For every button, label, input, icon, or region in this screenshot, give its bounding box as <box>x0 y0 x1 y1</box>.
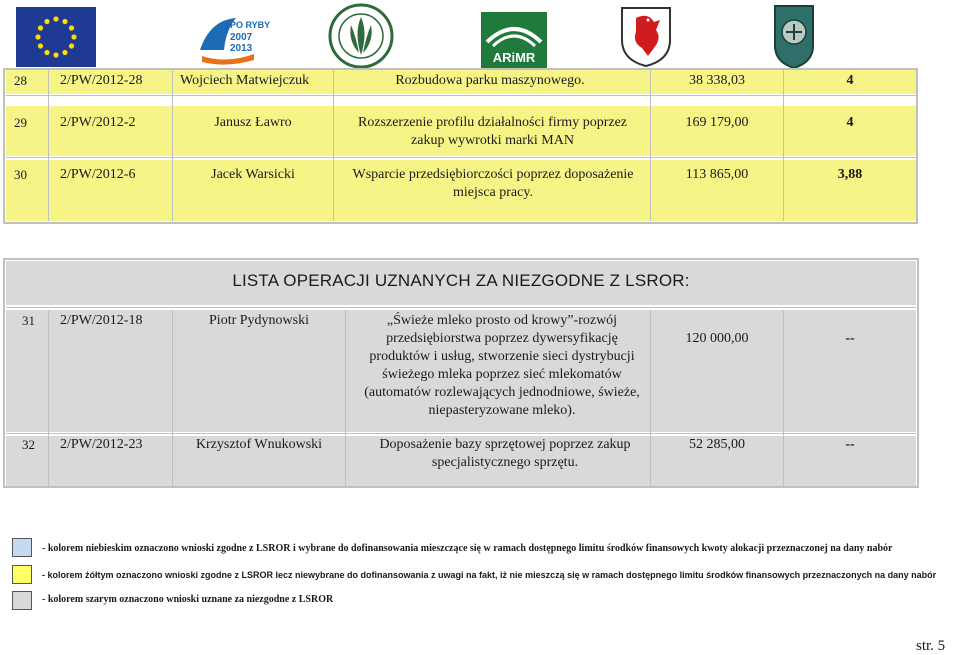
row-31-no: 31 <box>22 313 35 328</box>
eu-flag-logo <box>16 7 96 67</box>
row-28-no: 28 <box>14 73 27 88</box>
row-29-desc: Rozszerzenie profilu działalności firmy poprzez zakup wywrotki marki MAN <box>358 115 627 148</box>
row-28-desc: Rozbudowa parku maszynowego. <box>395 73 585 88</box>
svg-text:2007: 2007 <box>230 32 253 43</box>
legend-yellow-swatch <box>12 565 32 584</box>
row-30-amount: 113 865,00 <box>685 167 749 182</box>
legend-grey-swatch <box>12 591 32 610</box>
legend-blue-text: - kolorem niebieskim oznaczono wnioski zgodne z LSROR i wybrane do dofinansowania mieszczące się w ramach dostępnego limitu środków finansowych kwoty alokacji przeznaczonej na dany nabór <box>42 543 893 554</box>
svg-text:ARiMR: ARiMR <box>492 50 536 65</box>
row-31-name: Piotr Pydynowski <box>209 313 309 328</box>
row-29-no: 29 <box>14 115 27 130</box>
row-31-desc: „Świeże mleko prosto od krowy”-rozwój przedsiębiorstwa poprzez dywersyfikację produktów i usług, stworzenie sieci dystrybucji świeżego mleka poprzez sieć mlekomatów (automatów rozlewających jednodniowe, świeże, niepasteryzowane mleko). <box>364 313 640 418</box>
row-30-no: 30 <box>14 167 27 182</box>
legend-grey-text: - kolorem szarym oznaczono wnioski uznane za niezgodne z LSROR <box>42 594 334 605</box>
row-32-name: Krzysztof Wnukowski <box>195 437 323 452</box>
row-29-name: Janusz Ławro <box>214 115 292 130</box>
row-29-score: 4 <box>846 115 854 130</box>
section-title: LISTA OPERACJI UZNANYCH ZA NIEZGODNE Z LSROR: <box>232 271 690 290</box>
row-32-amount: 52 285,00 <box>689 437 745 452</box>
svg-text:PO RYBY: PO RYBY <box>230 20 271 30</box>
row-31-ref: 2/PW/2012-18 <box>60 313 143 328</box>
row-31-amount: 120 000,00 <box>685 331 749 346</box>
logo-strip <box>0 0 960 70</box>
row-30-desc: Wsparcie przedsiębiorczości poprzez doposażenie miejsca pracy. <box>352 167 634 200</box>
pomerania-griffin-coat-of-arms-logo <box>618 4 674 68</box>
row-30-name: Jacek Warsicki <box>211 167 295 182</box>
row-30-ref: 2/PW/2012-6 <box>60 167 136 182</box>
row-32-ref: 2/PW/2012-23 <box>60 437 143 452</box>
svg-text:2013: 2013 <box>230 43 253 54</box>
row-29-ref: 2/PW/2012-2 <box>60 115 136 130</box>
ministry-agriculture-seal-logo <box>326 3 396 69</box>
row-28-ref: 2/PW/2012-28 <box>60 73 143 88</box>
row-32-desc: Doposażenie bazy sprzętowej poprzez zakup specjalistycznego sprzętu. <box>379 437 631 470</box>
row-28-name: Wojciech Matwiejczuk <box>180 73 310 88</box>
row-28-amount: 38 338,03 <box>689 73 745 88</box>
row-30-score: 3,88 <box>837 167 863 182</box>
po-ryby-logo <box>196 10 271 68</box>
row-28-score: 4 <box>846 73 854 88</box>
legend-blue-swatch <box>12 538 32 557</box>
row-32-no: 32 <box>22 437 35 452</box>
row-32-score: -- <box>845 437 855 452</box>
lgr-shield-logo <box>771 2 817 70</box>
legend-yellow-text: - kolorem żółtym oznaczono wnioski zgodne z LSROR lecz niewybrane do dofinansowania z uwagi na fakt, iż nie mieszczą się w ramach dostępnego limitu środków finansowych przeznaczonych na dany nabór <box>42 570 937 580</box>
row-29-amount: 169 179,00 <box>685 115 749 130</box>
page-number: str. 5 <box>916 638 946 654</box>
arimr-logo <box>481 12 547 68</box>
row-31-score: -- <box>845 331 855 346</box>
